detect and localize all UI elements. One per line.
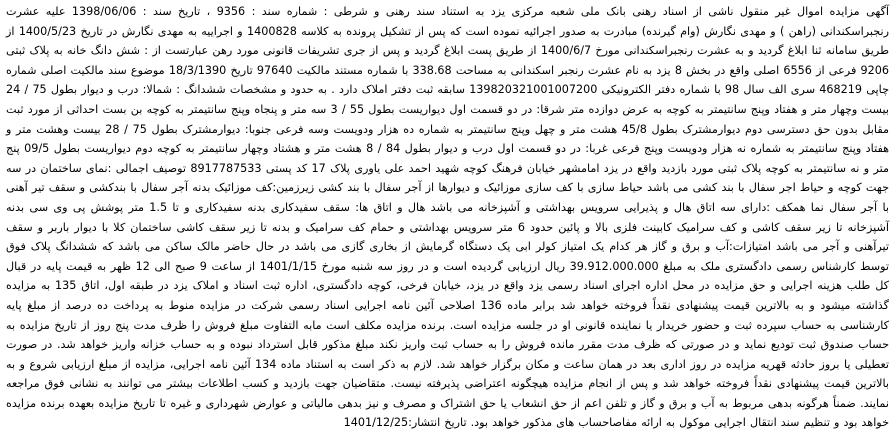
auction-notice-text: آگهی مزایده اموال غیر منقول ناشی از اسناد رهنی بانک ملی شعبه مرکزی یزد به استناد سند رهنی و شرطی : شماره سند : 9356 ، تاریخ سند : 1398/06/06 علیه عشرت رنجبراسکندانی (راهن ) و مهدی نگارش (وام گیرنده) مبادرت به صدور اجرائیه نموده است که پس از تشکیل پرونده به کلاسه 1400828 و اجراییه به مهدی نگارش در تاریخ 1400/5/23 از طریق سامانه ثنا ابلاغ گردید و به عشرت رنجبراسکندانی مورخ 1400/6/7 از طریق پست ابلاغ گردید و پس از جری تشریفات قانونی مورد رهن عبارتست از : شش دانگ خانه به پلاک ثبتی 9206 فرعی از 6556 اصلی واقع در بخش 8 یزد به نام عشرت رنجبر اسکندانی به مساحت 338.68 با شماره مستند مالکیت 97640 تاریخ 18/3/1390 موضوع سند مالکیت اصلی شماره چاپی 468219 سری الف سال 98 با شماره دفتر الکترونیکی 139820321001007200 سابقه ثبت دفتر املاک دارد . به حدود و مشخصات ششدانگ : شمالا: درب و دیوار بطول 75 / 24 بیست وچهار متر و هفتاد وپنج سانتیمتر به کوچه به عرض دوازده متر شرقا: در دو قسمت اول دیواریست بطول 55 / 3 سه متر و پنجاه وپنج سانتیمتر به کوچه بن بست احداثی از مورد ثبت مقابل بدون حق دسترسی دوم دیوارمشترک بطول 45/8 هشت متر و چهل وپنج سانتیمتر به شماره ده هزار ودویست وسه فرعی جنوبا: دیوارمشترک بطول 75 / 28 بیست وهشت متر و هفتاد وپنج سانتیمتر به شماره نه هزار ودویست وپنج فرعی غربا: در دو قسمت اول درب و دیوار بطول 84 / 8 هشت متر و هشتاد وچهار سانتیمتر به کوچه دوم دیواریست بطول 09/5 پنج متر و نه سانتیمتر به کوچه پلاک ثبتی مورد بازدید واقع در یزد امامشهر خیابان فرهنگ کوچه شهید احمد علی یاوری پلاک 17 کد پستی 8917787533 توصیف اجمالی :نمای ساختمان در سه جهت کوچه و حیاط اجر سفال با بند کشی می باشد حیاط سازی با کف سازی موزائیک و دیوارها از آجر سفال با بند کشی زیرزمین:کف موزائیک بدنه آجر سفال با بندکشی و سقف تیر آهنی با آجر سفال نما همکف :دارای سه اتاق هال و پذیرایی سرویس بهداشتی و آشپزخانه می باشد هال و اتاق ها: سقف سفیدکاری بدنه سفیدکاری و تا 1.5 متر پوشش پی وی سی بدنه آشپزخانه تا زیر سقف کاشی و کف سرامیک کابینت فلزی بالا و پائین حدود 6 متر سرویس بهداشتی و حمام کف سرامیک و بدنه تا زیر سقف کاشی ساختمان کلا با دیوار باربر و سقف تیرآهنی و آجر می باشد امتیازات:آب و برق و گاز هر کدام یک امتیاز کولر ابی یک دستگاه گرمایش از بخاری گازی می باشد در حال حاضر مالک ساکن می باشد که ششدانگ پلاک فوق توسط کارشناس رسمی دادگستری ملک به مبلغ 39.912.000.000 ریال ارزیابی گردیده است و در روز سه شنبه مورخ 1401/1/15 از ساعت 9 صبح الی 12 ظهر به قیمت پایه در قبال کل طلب هزینه اجرایی و حق مزایده در محل اداره اجرای اسناد رسمی یزد واقع در یزد، خیابان فرخی، کوچه دادگستری، اداره ثبت اسناد و املاک یزد در طبقه اول، اتاق 135 به مزایده گذاشته میشود و به بالاترین قیمت پیشنهادی نقداً فروخته خواهد شد برابر ماده 136 اصلاحی آئین نامه اجرایی اسناد رسمی شرکت در مزایده منوط به پرداخت ده درصد از مبلغ پایه کارشناسی به حساب سپرده ثبت و حضور خریدار یا نماینده قانونی او در جلسه مزایده است. برنده مزایده مکلف است مابه التفاوت مبلغ فروش را ظرف مدت پنج روز از تاریخ مزایده به حساب صندوق ثبت تودیع نماید و در صورتی که ظرف مدت مقرر مانده فروش را به حساب ثبت واریز نکند مبلغ مذکور قابل استرداد نبوده و به حساب خزانه واریز خواهد شد. در صورت تعطیلی یا بروز حادثه قهریه مزایده در روز اداری بعد در همان ساعت و مکان برگزار خواهد شد. لازم به ذکر است به استناد ماده 134 آئین نامه اجرایی، مزایده از مبلغ ارزیابی شروع و به بالاترین قیمت پیشنهادی نقداً فروخته خواهد شد و پس از انجام مزایده هیچگونه اعتراضی پذیرفته نیست. متقاضیان جهت بازدید و کسب اطلاعات بیشتر می توانند به نشانی فوق مراجعه نمایند. ضمناً هرگونه بدهی مربوط به آب و برق و گاز و تلفن اعم از حق انشعاب یا حق اشتراک و مصرف و نیز بدهی مالیاتی و عوارض شهرداری و غیره تا تاریخ مزایده بعهده برنده مزایده خواهد بود و تنظیم سند انتقال اجرایی موکول به ارائه مفاصاحساب های مذکور خواهد بود. تاریخ انتشار:1401/12/25 [6,5,890,430]
